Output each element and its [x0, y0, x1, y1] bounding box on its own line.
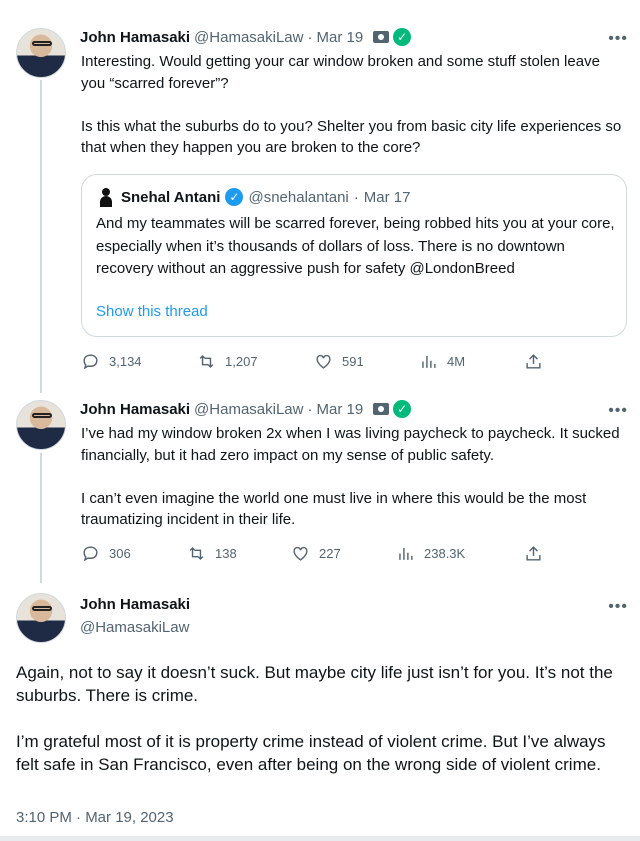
- like-icon: [314, 352, 333, 371]
- quote-text: And my teammates will be scarred forever, being robbed hits you at your core, especially when it’s thousands of dollars of loss. There is no downtown recovery without an aggressive push for safety @LondonBreed: [96, 215, 615, 277]
- reply-button[interactable]: [81, 352, 142, 371]
- retweet-button[interactable]: [197, 352, 258, 371]
- more-icon[interactable]: •••: [608, 402, 628, 419]
- more-icon[interactable]: •••: [608, 30, 628, 47]
- tweet-header: [80, 28, 411, 46]
- verified-icon[interactable]: ✓: [393, 400, 411, 418]
- verified-icon[interactable]: ✓: [393, 28, 411, 46]
- share-icon: [524, 544, 543, 563]
- like-count: 591: [342, 354, 364, 369]
- retweet-icon: [197, 352, 216, 371]
- share-icon: [524, 352, 543, 371]
- avatar[interactable]: [16, 28, 66, 78]
- share-button[interactable]: [524, 352, 543, 371]
- verified-icon: ✓: [225, 188, 243, 206]
- more-icon[interactable]: •••: [608, 598, 628, 615]
- avatar: [96, 187, 116, 207]
- retweet-icon: [187, 544, 206, 563]
- action-bar: [81, 352, 551, 374]
- show-thread-link[interactable]: Show this thread: [96, 303, 208, 320]
- reply-icon: [81, 352, 100, 371]
- views-icon: [419, 352, 438, 371]
- retweet-button[interactable]: [187, 544, 237, 563]
- reply-count: 306: [109, 546, 131, 561]
- tweet-text: Again, not to say it doesn’t suck. But maybe city life just isn’t for you. It’s not the suburbs. There is crime. I’m grateful most of it is property crime instead of violent crime. But I’ve always felt safe in San Francisco, even after being on the wrong side of violent crime.: [16, 663, 613, 774]
- views-button[interactable]: [419, 352, 465, 371]
- tweet-date[interactable]: Mar 19: [316, 400, 364, 418]
- views-icon: [396, 544, 415, 563]
- author-handle[interactable]: @HamasakiLaw: [80, 619, 190, 636]
- tweet-date: Mar 17: [363, 188, 411, 206]
- reply-icon: [81, 544, 100, 563]
- tweet-header: [80, 400, 411, 418]
- author-handle[interactable]: @HamasakiLaw: [194, 28, 304, 46]
- avatar[interactable]: [16, 593, 66, 643]
- camera-icon: [373, 403, 389, 415]
- retweet-count: 138: [215, 546, 237, 561]
- author-name: Snehal Antani: [121, 188, 221, 206]
- author-name[interactable]: John Hamasaki: [80, 28, 191, 46]
- bottom-divider: [0, 836, 640, 841]
- camera-icon: [373, 31, 389, 43]
- retweet-count: 1,207: [225, 354, 258, 369]
- author-handle: @snehalantani: [248, 188, 349, 206]
- views-button[interactable]: [396, 544, 465, 563]
- author-handle[interactable]: @HamasakiLaw: [194, 400, 304, 418]
- like-icon: [291, 544, 310, 563]
- reply-button[interactable]: [81, 544, 131, 563]
- like-button[interactable]: [291, 544, 341, 563]
- quoted-tweet[interactable]: [81, 174, 627, 337]
- quote-header: [96, 187, 410, 207]
- views-count: 4M: [447, 354, 466, 369]
- like-button[interactable]: [314, 352, 364, 371]
- separator: ·: [307, 400, 313, 418]
- tweet-date[interactable]: Mar 19: [316, 28, 364, 46]
- thread-connector: [40, 80, 42, 393]
- separator: ·: [353, 188, 359, 206]
- like-count: 227: [319, 546, 341, 561]
- action-bar: [81, 544, 551, 566]
- share-button[interactable]: [524, 544, 543, 563]
- author-name[interactable]: John Hamasaki: [80, 596, 191, 613]
- author-name[interactable]: John Hamasaki: [80, 400, 191, 418]
- separator: ·: [307, 28, 313, 46]
- reply-count: 3,134: [109, 354, 142, 369]
- tweet-text: Interesting. Would getting your car window broken and some stuff stolen leave you “scarred forever”? Is this what the suburbs do to you? Shelter you from basic city life experiences so that when they happen you are broken to the core?: [81, 53, 622, 156]
- views-count: 238.3K: [424, 546, 466, 561]
- timestamp[interactable]: 3:10 PM · Mar 19, 2023: [16, 809, 174, 826]
- tweet-text: I’ve had my window broken 2x when I was living paycheck to paycheck. It sucked financially, but it had zero impact on my sense of public safety. I can’t even imagine the world one must live in where this would be the most traumatizing incident in their life.: [81, 425, 620, 528]
- avatar[interactable]: [16, 400, 66, 450]
- thread-connector: [40, 453, 42, 583]
